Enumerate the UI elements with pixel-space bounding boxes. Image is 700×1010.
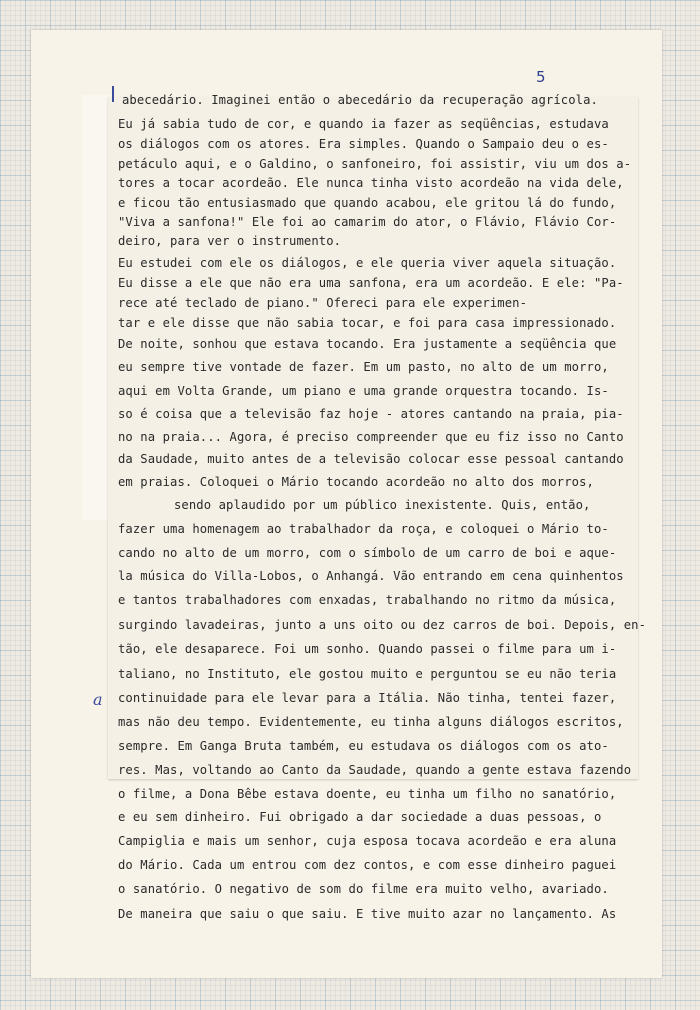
text-line: cando no alto de um morro, com o símbolo de um carro de boi e aque- <box>118 546 617 560</box>
text-line: res. Mas, voltando ao Canto da Saudade, quando a gente estava fazendo <box>118 763 632 777</box>
text-line: aqui em Volta Grande, um piano e uma grande orquestra tocando. Is- <box>118 384 609 398</box>
text-line: so é coisa que a televisão faz hoje - atores cantando na praia, pia- <box>118 407 624 421</box>
text-line: rece até teclado de piano." Ofereci para ele experimen- <box>118 296 528 310</box>
text-line: mas não deu tempo. Evidentemente, eu tinha alguns diálogos escritos, <box>118 715 624 729</box>
text-line: tar e ele disse que não sabia tocar, e foi para casa impressionado. <box>118 316 617 330</box>
text-line: sendo aplaudido por um público inexistente. Quis, então, <box>174 498 591 512</box>
page-number: 5 <box>536 68 546 86</box>
text-line: o filme, a Dona Bêbe estava doente, eu tinha um filho no sanatório, <box>118 787 617 801</box>
text-line: Eu estudei com ele os diálogos, e ele queria viver aquela situação. <box>118 256 617 270</box>
text-line: Campiglia e mais um senhor, cuja esposa tocava acordeão e era aluna <box>118 834 617 848</box>
text-line: fazer uma homenagem ao trabalhador da roça, e coloquei o Mário to- <box>118 522 609 536</box>
text-line: o sanatório. O negativo de som do filme era muito velho, avariado. <box>118 882 609 896</box>
text-line: tores a tocar acordeão. Ele nunca tinha visto acordeão na vida dele, <box>118 176 624 190</box>
text-line: abecedário. Imaginei então o abecedário da recuperação agrícola. <box>122 93 598 107</box>
text-line: surgindo lavadeiras, junto a uns oito ou dez carros de boi. Depois, en- <box>118 618 647 632</box>
text-line: do Mário. Cada um entrou com dez contos, e com esse dinheiro paguei <box>118 858 617 872</box>
text-line: taliano, no Instituto, ele gostou muito e perguntou se eu não teria <box>118 667 617 681</box>
text-line: da Saudade, muito antes de a televisão colocar esse pessoal cantando <box>118 452 624 466</box>
text-line: Eu disse a ele que não era uma sanfona, era um acordeão. E ele: "Pa- <box>118 276 624 290</box>
text-line: De maneira que saiu o que saiu. E tive muito azar no lançamento. As <box>118 907 617 921</box>
text-line: eu sempre tive vontade de fazer. Em um pasto, no alto de um morro, <box>118 360 609 374</box>
text-line: continuidade para ele levar para a Itália. Não tinha, tentei fazer, <box>118 691 617 705</box>
text-line: e ficou tão entusiasmado que quando acabou, ele gritou lá do fundo, <box>118 196 617 210</box>
text-line: sempre. Em Ganga Bruta também, eu estudava os diálogos com os ato- <box>118 739 609 753</box>
text-line: deiro, para ver o instrumento. <box>118 234 342 248</box>
text-line: "Viva a sanfona!" Ele foi ao camarim do ator, o Flávio, Flávio Cor- <box>118 215 617 229</box>
text-line: Eu já sabia tudo de cor, e quando ia fazer as seqüências, estudava <box>118 117 609 131</box>
text-line: tão, ele desaparece. Foi um sonho. Quando passei o filme para um i- <box>118 642 617 656</box>
text-line: la música do Villa-Lobos, o Anhangá. Vão entrando em cena quinhentos <box>118 569 624 583</box>
text-line: em praias. Coloquei o Mário tocando acordeão no alto dos morros, <box>118 475 594 489</box>
margin-note: a <box>93 690 103 709</box>
text-line: no na praia... Agora, é preciso compreender que eu fiz isso no Canto <box>118 430 624 444</box>
text-line: os diálogos com os atores. Era simples. Quando o Sampaio deu o es- <box>118 137 609 151</box>
text-line: De noite, sonhou que estava tocando. Era justamente a seqüência que <box>118 337 617 351</box>
text-line: petáculo aqui, e o Galdino, o sanfoneiro, foi assistir, viu um dos a- <box>118 157 632 171</box>
text-line: e tantos trabalhadores com enxadas, trabalhando no ritmo da música, <box>118 593 617 607</box>
text-line: e eu sem dinheiro. Fui obrigado a dar sociedade a duas pessoas, o <box>118 810 602 824</box>
